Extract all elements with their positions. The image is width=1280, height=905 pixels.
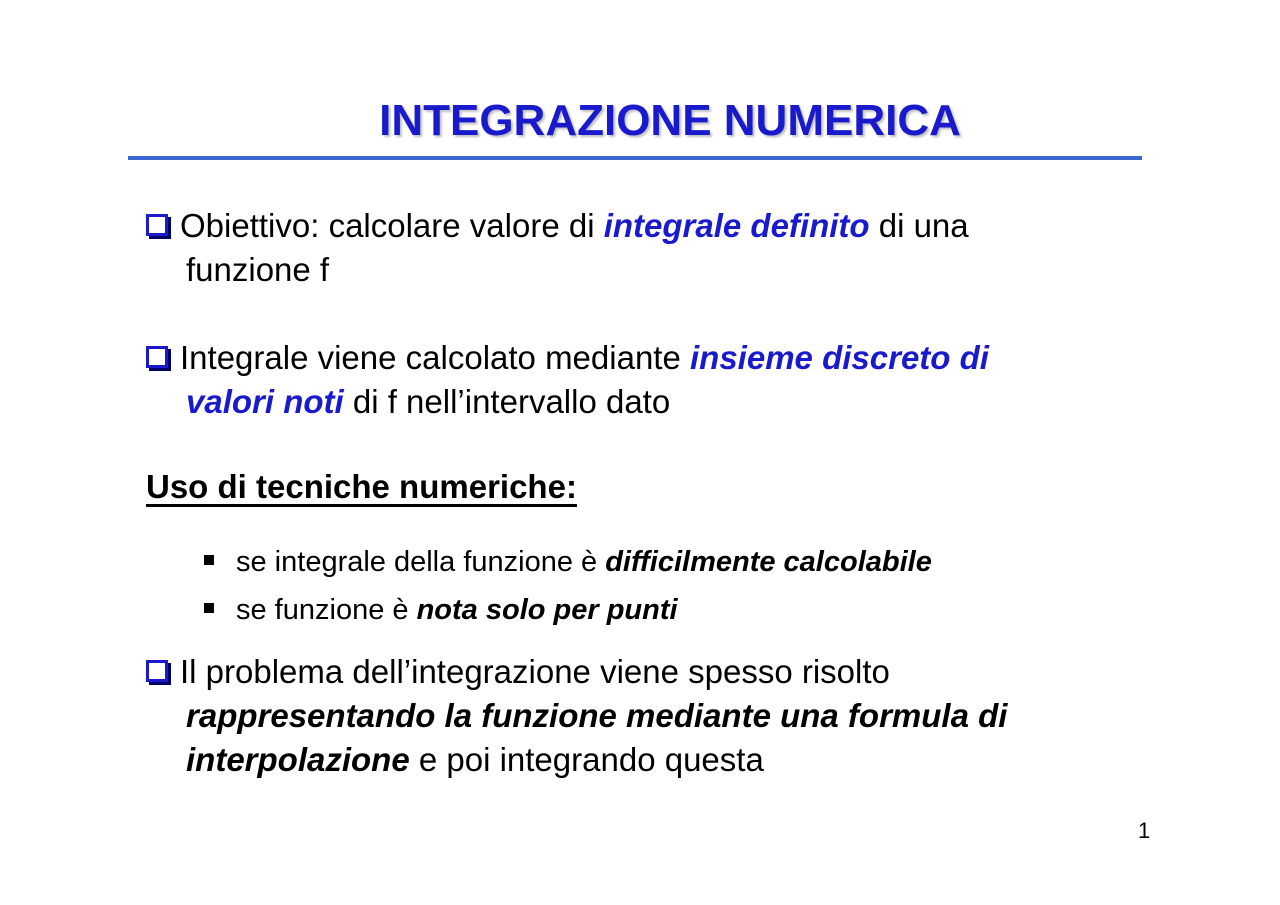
objective-text-b: di una [869, 207, 969, 244]
list-item [200, 538, 932, 586]
discrete-values-item [146, 336, 1136, 424]
checkbox-bullet-icon [146, 346, 168, 368]
objective-emphasis: integrale definito [603, 207, 870, 244]
discrete-line-2 [146, 380, 1136, 424]
discrete-line-1 [146, 336, 1136, 380]
objective-item [146, 204, 1136, 292]
interpolation-line-2: rappresentando la funzione mediante una formula di [186, 697, 1008, 734]
title-underline-rule [128, 156, 1142, 160]
interpolation-item [146, 650, 1136, 782]
page-number: 1 [1138, 818, 1151, 843]
checkbox-bullet-icon [146, 660, 168, 682]
objective-text-a: Obiettivo: calcolare valore di [180, 207, 604, 244]
interpolation-text-1: Il problema dell’integrazione viene spesso risolto [180, 653, 890, 690]
square-bullet-icon [204, 603, 214, 613]
section-heading: Uso di tecniche numeriche: [146, 468, 577, 505]
objective-line-2: funzione f [186, 251, 330, 288]
discrete-emphasis-b: valori noti [186, 383, 344, 420]
interpolation-line-1 [146, 650, 1136, 694]
slide-title: INTEGRAZIONE NUMERICA [379, 96, 961, 145]
bullet-emphasis: difficilmente calcolabile [605, 546, 932, 578]
discrete-text-a: Integrale viene calcolato mediante [180, 339, 690, 376]
interpolation-line-3 [146, 738, 1136, 782]
list-item [200, 586, 932, 634]
technique-bullet-list [200, 538, 932, 634]
square-bullet-icon [204, 555, 214, 565]
discrete-text-b: di f nell’intervallo dato [343, 383, 671, 420]
discrete-emphasis-a: insieme discreto di [690, 339, 989, 376]
bullet-text: se funzione è [236, 594, 417, 626]
interpolation-text-3: e poi integrando questa [409, 741, 764, 778]
objective-line-1 [146, 204, 1136, 248]
checkbox-bullet-icon [146, 214, 168, 236]
bullet-text: se integrale della funzione è [236, 546, 606, 578]
interpolation-emphasis: interpolazione [186, 741, 410, 778]
bullet-emphasis: nota solo per punti [416, 594, 678, 626]
